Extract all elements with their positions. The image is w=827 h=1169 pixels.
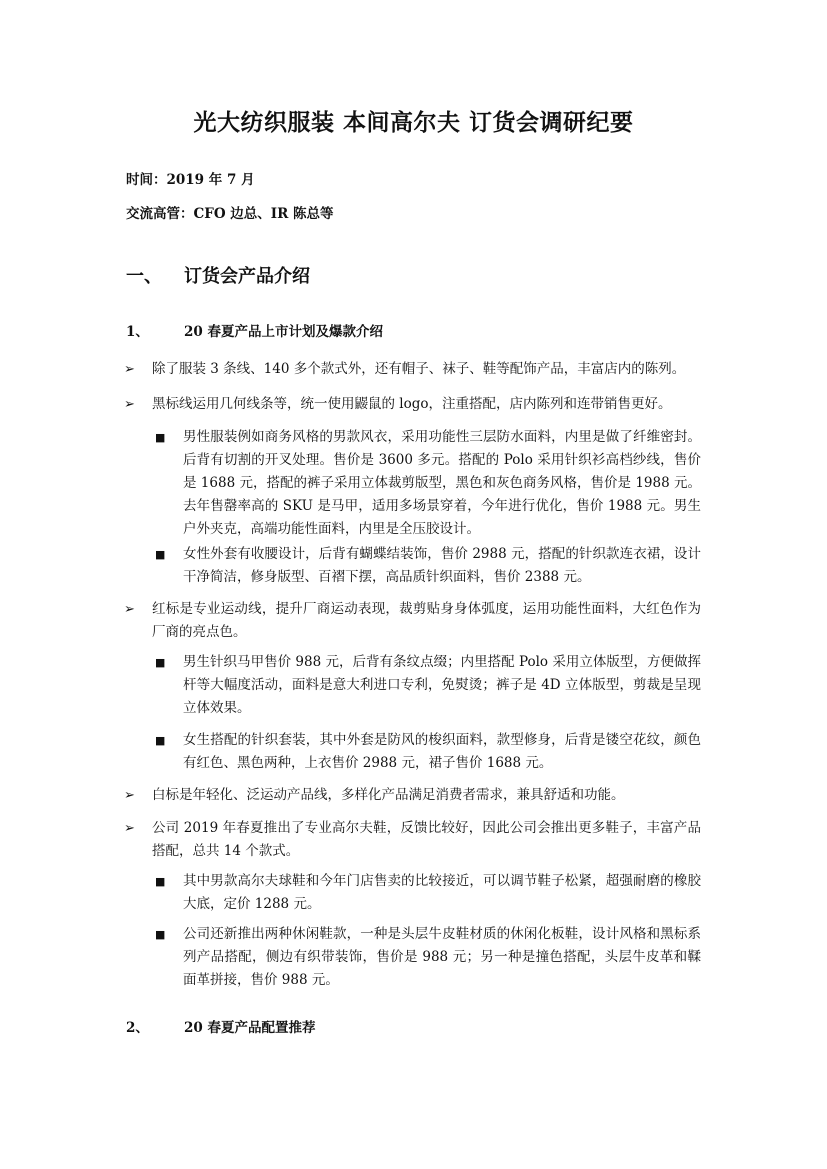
list-item-text: 除了服装 3 条线、140 多个款式外，还有帽子、袜子、鞋等配饰产品，丰富店内的陈列。 <box>152 361 686 377</box>
meta-time: 时间：2019 年 7 月 <box>126 172 255 188</box>
list-item-text: 黑标线运用几何线条等，统一使用鼹鼠的 logo，注重搭配，店内陈列和连带销售更好。 <box>152 396 672 412</box>
document-title: 光大纺织服装 本间高尔夫 订货会调研纪要 <box>193 109 634 136</box>
list-item <box>155 729 701 775</box>
square-bullet-icon: ■ <box>155 656 166 669</box>
square-bullet-icon: ■ <box>155 548 166 561</box>
list-item-text: 男生针织马甲售价 988 元，后背有条纹点缀；内里搭配 Polo 采用立体版型，方便做挥杆等大幅度活动，面料是意大利进口专利，免熨烫；裤子是 4D 立体版型，剪裁是呈现立体效果。 <box>183 654 701 716</box>
arrow-bullet-icon: ➢ <box>124 788 135 803</box>
list-item-text: 红标是专业运动线，提升厂商运动表现，裁剪贴身身体弧度，运用功能性面料，大红色作为厂商的亮点色。 <box>152 601 701 640</box>
meta-executives: 交流高管：CFO 边总、IR 陈总等 <box>126 206 334 222</box>
section-title: 订货会产品介绍 <box>184 266 310 287</box>
arrow-bullet-icon: ➢ <box>124 821 135 836</box>
subsection-number: 2、 <box>126 1020 149 1036</box>
square-bullet-icon: ■ <box>155 431 166 444</box>
list-item <box>155 543 701 589</box>
arrow-bullet-icon: ➢ <box>124 397 135 412</box>
section-number: 一、 <box>126 266 162 287</box>
arrow-bullet-icon: ➢ <box>124 602 135 617</box>
list-item <box>126 393 701 416</box>
subsection-number: 1、 <box>126 324 149 340</box>
list-item-text: 其中男款高尔夫球鞋和今年门店售卖的比较接近，可以调节鞋子松紧，超强耐磨的橡胶大底，定价 1288 元。 <box>183 873 701 912</box>
square-bullet-icon: ■ <box>155 734 166 747</box>
list-item-text: 公司 2019 年春夏推出了专业高尔夫鞋，反馈比较好，因此公司会推出更多鞋子，丰富产品搭配，总共 14 个款式。 <box>152 820 701 859</box>
list-item <box>155 923 701 992</box>
subsection-title: 20 春夏产品配置推荐 <box>184 1020 316 1036</box>
list-item <box>126 817 701 863</box>
list-item-text: 女生搭配的针织套装，其中外套是防风的梭织面料，款型修身，后背是镂空花纹，颜色有红色、黑色两种，上衣售价 2988 元，裙子售价 1688 元。 <box>183 732 701 771</box>
section-heading-1 <box>126 262 310 288</box>
list-item-text: 男性服装例如商务风格的男款风衣，采用功能性三层防水面料，内里是做了纤维密封。后背有切割的开叉处理。售价是 3600 多元。搭配的 Polo 采用针织衫高档纱线，售价是 1688 元，搭配的裤子采用立体裁剪版型，黑色和灰色商务风格，售价是 1988 元。去年售罄率高的 SKU 是马甲，适用多场景穿着，今年进行优化，售价 1988 元。男生户外夹克，高端功能性面料，内里是全压胶设计。 <box>183 429 701 537</box>
list-item-text: 公司还新推出两种休闲鞋款，一种是头层牛皮鞋材质的休闲化板鞋，设计风格和黑标系列产品搭配，侧边有织带装饰，售价是 988 元；另一种是撞色搭配，头层牛皮革和鞣面革拼接，售价 988 元。 <box>183 926 701 988</box>
arrow-bullet-icon: ➢ <box>124 362 135 377</box>
square-bullet-icon: ■ <box>155 928 166 941</box>
list-item-text: 白标是年轻化、泛运动产品线，多样化产品满足消费者需求，兼具舒适和功能。 <box>152 787 625 803</box>
list-item <box>126 784 701 807</box>
list-item <box>126 358 701 381</box>
list-item <box>155 651 701 720</box>
subsection-title: 20 春夏产品上市计划及爆款介绍 <box>184 324 383 340</box>
square-bullet-icon: ■ <box>155 875 166 888</box>
subsection-heading-1 <box>126 320 383 340</box>
list-item <box>126 598 701 644</box>
list-item-text: 女性外套有收腰设计，后背有蝴蝶结装饰，售价 2988 元，搭配的针织款连衣裙，设计干净简洁，修身版型、百褶下摆，高品质针织面料，售价 2388 元。 <box>183 546 701 585</box>
list-item <box>155 426 701 541</box>
list-item <box>155 870 701 916</box>
subsection-heading-2 <box>126 1016 316 1036</box>
